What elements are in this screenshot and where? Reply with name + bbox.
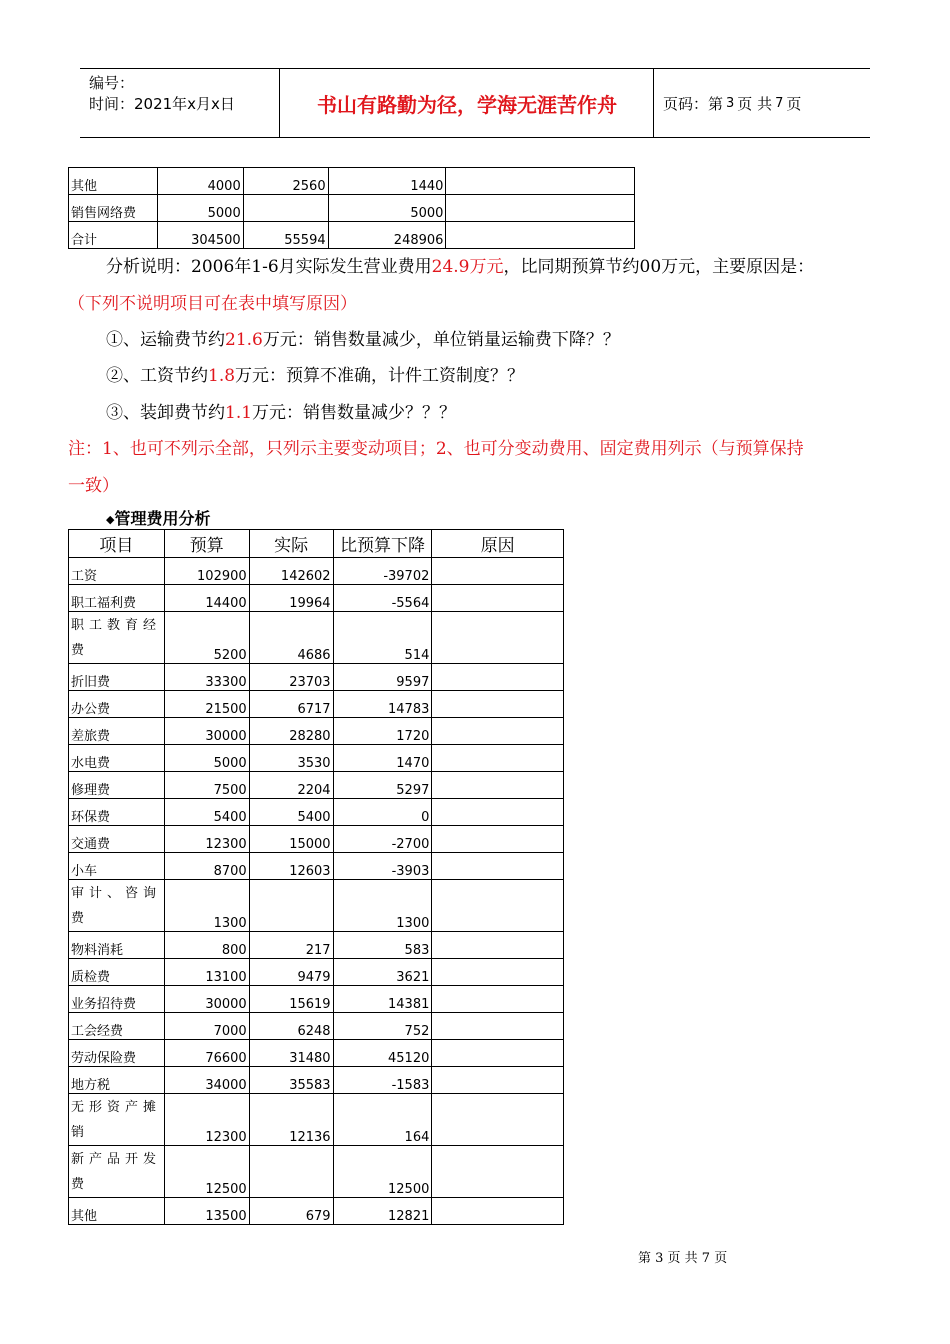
reason-cell (432, 558, 564, 585)
budget-cell: 1300 (164, 880, 249, 932)
reason-cell (432, 959, 564, 986)
reason-cell (432, 932, 564, 959)
table-row (69, 1067, 564, 1094)
diff-cell: 1470 (333, 745, 432, 772)
actual-cell: 55594 (243, 222, 328, 249)
item-text: ③、装卸费节约 (106, 403, 225, 423)
item-cell: 工会经费 (69, 1013, 165, 1040)
reason-cell (432, 772, 564, 799)
item-cell: 其他 (69, 168, 158, 195)
diff-cell: 14381 (333, 986, 432, 1013)
actual-cell: 2204 (249, 772, 333, 799)
item-cell: 质检费 (69, 959, 165, 986)
item-cell: 物料消耗 (69, 932, 165, 959)
reason-cell (446, 168, 635, 195)
item-cell: 职工福利费 (69, 585, 165, 612)
table-row (69, 772, 564, 799)
item-cell: 工资 (69, 558, 165, 585)
actual-cell: 35583 (249, 1067, 333, 1094)
table-row (69, 880, 564, 932)
reason-cell (432, 1198, 564, 1225)
sales-expense-table (68, 167, 635, 249)
table-row (69, 664, 564, 691)
analysis-text: 分析说明：2006年1-6月实际发生营业费用 (106, 257, 432, 277)
actual-cell: 19964 (249, 585, 333, 612)
table-row (69, 959, 564, 986)
actual-cell: 12136 (249, 1094, 333, 1146)
table-row (69, 558, 564, 585)
analysis-item-3 (106, 398, 456, 423)
table-row (69, 1094, 564, 1146)
diff-cell: -3903 (333, 853, 432, 880)
budget-cell: 7500 (164, 772, 249, 799)
diff-cell: 164 (333, 1094, 432, 1146)
analysis-amount: 24.9万元 (431, 257, 504, 277)
table-header-row (69, 530, 564, 558)
actual-cell: 6248 (249, 1013, 333, 1040)
actual-cell: 23703 (249, 664, 333, 691)
item-cell: 职工教育经费 (69, 612, 165, 664)
budget-cell: 5000 (157, 195, 243, 222)
budget-cell: 12300 (164, 826, 249, 853)
actual-cell: 15000 (249, 826, 333, 853)
table-row (69, 853, 564, 880)
diff-cell: 14783 (333, 691, 432, 718)
actual-cell: 4686 (249, 612, 333, 664)
table-row (69, 195, 635, 222)
actual-cell: 6717 (249, 691, 333, 718)
diff-cell: 583 (333, 932, 432, 959)
header-meta (80, 69, 280, 137)
actual-cell: 217 (249, 932, 333, 959)
diff-cell: -39702 (333, 558, 432, 585)
reason-cell (432, 691, 564, 718)
column-header: 比预算下降 (333, 530, 432, 558)
item-text: ①、运输费节约 (106, 330, 225, 350)
actual-cell: 679 (249, 1198, 333, 1225)
item-text: 万元：销售数量减少？？？ (252, 403, 457, 423)
item-text: 万元：销售数量减少，单位销量运输费下降？？ (262, 330, 620, 350)
item-cell: 合计 (69, 222, 158, 249)
reason-cell (432, 1067, 564, 1094)
item-cell: 审计、咨询费 (69, 880, 165, 932)
table-row (69, 932, 564, 959)
reason-cell (432, 986, 564, 1013)
reason-cell (432, 718, 564, 745)
table-row (69, 1013, 564, 1040)
analysis-text: ，比同期预算节约00万元，主要原因是： (503, 257, 815, 277)
budget-cell: 33300 (164, 664, 249, 691)
table-row (69, 1198, 564, 1225)
item-cell: 无形资产摊销 (69, 1094, 165, 1146)
column-header: 预算 (164, 530, 249, 558)
section-title-text: 管理费用分析 (114, 509, 211, 528)
table-row (69, 799, 564, 826)
item-text: 万元：预算不准确，计件工资制度？？ (235, 366, 525, 386)
budget-cell: 5200 (164, 612, 249, 664)
budget-cell: 76600 (164, 1040, 249, 1067)
budget-cell: 8700 (164, 853, 249, 880)
diff-cell: 12500 (333, 1146, 432, 1198)
diff-cell: 1300 (333, 880, 432, 932)
reason-cell (432, 880, 564, 932)
actual-cell: 3530 (249, 745, 333, 772)
page-suffix: 页 (786, 94, 802, 113)
reason-cell (432, 1094, 564, 1146)
budget-cell: 13500 (164, 1198, 249, 1225)
section-title (106, 506, 210, 529)
analysis-item-2 (106, 361, 524, 386)
page-total: 7 (775, 95, 784, 111)
reason-cell (432, 853, 564, 880)
item-cell: 业务招待费 (69, 986, 165, 1013)
reason-cell (432, 1040, 564, 1067)
reason-cell (446, 222, 635, 249)
actual-cell: 5400 (249, 799, 333, 826)
item-cell: 其他 (69, 1198, 165, 1225)
reason-cell (432, 612, 564, 664)
page-footer: 第 3 页 共 7 页 (638, 1251, 728, 1266)
item-amount: 1.8 (208, 366, 236, 386)
actual-cell: 9479 (249, 959, 333, 986)
diff-cell: 1440 (328, 168, 446, 195)
diff-cell: 45120 (333, 1040, 432, 1067)
item-amount: 21.6 (225, 330, 263, 350)
reason-cell (432, 799, 564, 826)
actual-cell: 31480 (249, 1040, 333, 1067)
item-cell: 小车 (69, 853, 165, 880)
table-row (69, 718, 564, 745)
management-expense-table (68, 529, 564, 1225)
page-current: 3 (726, 95, 735, 111)
budget-cell: 12300 (164, 1094, 249, 1146)
budget-cell: 30000 (164, 718, 249, 745)
budget-cell: 5400 (164, 799, 249, 826)
actual-cell (249, 1146, 333, 1198)
reason-cell (446, 195, 635, 222)
table-row (69, 168, 635, 195)
budget-cell: 14400 (164, 585, 249, 612)
page-mid: 页 共 (737, 94, 773, 113)
page-prefix: 页码：第 (663, 94, 724, 113)
analysis-hint: （下列不说明项目可在表中填写原因） (68, 294, 357, 314)
table-row (69, 745, 564, 772)
header-motto: 书山有路勤为径，学海无涯苦作舟 (281, 69, 654, 137)
diff-cell: 514 (333, 612, 432, 664)
reason-cell (432, 826, 564, 853)
actual-cell: 12603 (249, 853, 333, 880)
column-header: 项目 (69, 530, 165, 558)
budget-cell: 102900 (164, 558, 249, 585)
diff-cell: 9597 (333, 664, 432, 691)
column-header: 实际 (249, 530, 333, 558)
item-cell: 新产品开发费 (69, 1146, 165, 1198)
budget-cell: 21500 (164, 691, 249, 718)
diff-cell: 12821 (333, 1198, 432, 1225)
actual-cell: 2560 (243, 168, 328, 195)
reason-cell (432, 664, 564, 691)
item-cell: 劳动保险费 (69, 1040, 165, 1067)
diff-cell: -1583 (333, 1067, 432, 1094)
budget-cell: 4000 (157, 168, 243, 195)
item-cell: 办公费 (69, 691, 165, 718)
table-row (69, 585, 564, 612)
item-text: ②、工资节约 (106, 366, 208, 386)
column-header: 原因 (432, 530, 564, 558)
reason-cell (432, 1146, 564, 1198)
table-row (69, 1146, 564, 1198)
budget-cell: 12500 (164, 1146, 249, 1198)
item-cell: 折旧费 (69, 664, 165, 691)
item-cell: 水电费 (69, 745, 165, 772)
item-cell: 交通费 (69, 826, 165, 853)
actual-cell (243, 195, 328, 222)
reason-cell (432, 1013, 564, 1040)
budget-cell: 5000 (164, 745, 249, 772)
budget-cell: 800 (164, 932, 249, 959)
item-cell: 销售网络费 (69, 195, 158, 222)
table-row (69, 986, 564, 1013)
diff-cell: -2700 (333, 826, 432, 853)
item-amount: 1.1 (225, 403, 253, 423)
item-cell: 环保费 (69, 799, 165, 826)
table-row (69, 612, 564, 664)
item-cell: 修理费 (69, 772, 165, 799)
table-row (69, 826, 564, 853)
document-number-label: 编号： (89, 74, 135, 92)
budget-cell: 7000 (164, 1013, 249, 1040)
diamond-bullet-icon: ◆ (106, 513, 115, 526)
diff-cell: 1720 (333, 718, 432, 745)
analysis-summary (106, 252, 814, 277)
budget-cell: 34000 (164, 1067, 249, 1094)
actual-cell (249, 880, 333, 932)
note-line-2: 一致） (68, 476, 119, 496)
diff-cell: 3621 (333, 959, 432, 986)
actual-cell: 142602 (249, 558, 333, 585)
document-date: 时间：2021年x月x日 (89, 95, 235, 113)
reason-cell (432, 745, 564, 772)
budget-cell: 30000 (164, 986, 249, 1013)
table-row (69, 691, 564, 718)
budget-cell: 304500 (157, 222, 243, 249)
diff-cell: 248906 (328, 222, 446, 249)
table-row (69, 222, 635, 249)
page-header (80, 68, 870, 138)
item-cell: 地方税 (69, 1067, 165, 1094)
diff-cell: 752 (333, 1013, 432, 1040)
budget-cell: 13100 (164, 959, 249, 986)
reason-cell (432, 585, 564, 612)
actual-cell: 15619 (249, 986, 333, 1013)
note-line-1: 注：1、也可不列示全部，只列示主要变动项目；2、也可分变动费用、固定费用列示（与预算保持 (68, 439, 804, 459)
diff-cell: 0 (333, 799, 432, 826)
header-page-number (654, 69, 870, 137)
item-cell: 差旅费 (69, 718, 165, 745)
table-row (69, 1040, 564, 1067)
actual-cell: 28280 (249, 718, 333, 745)
diff-cell: 5297 (333, 772, 432, 799)
analysis-item-1 (106, 325, 620, 350)
diff-cell: 5000 (328, 195, 446, 222)
diff-cell: -5564 (333, 585, 432, 612)
